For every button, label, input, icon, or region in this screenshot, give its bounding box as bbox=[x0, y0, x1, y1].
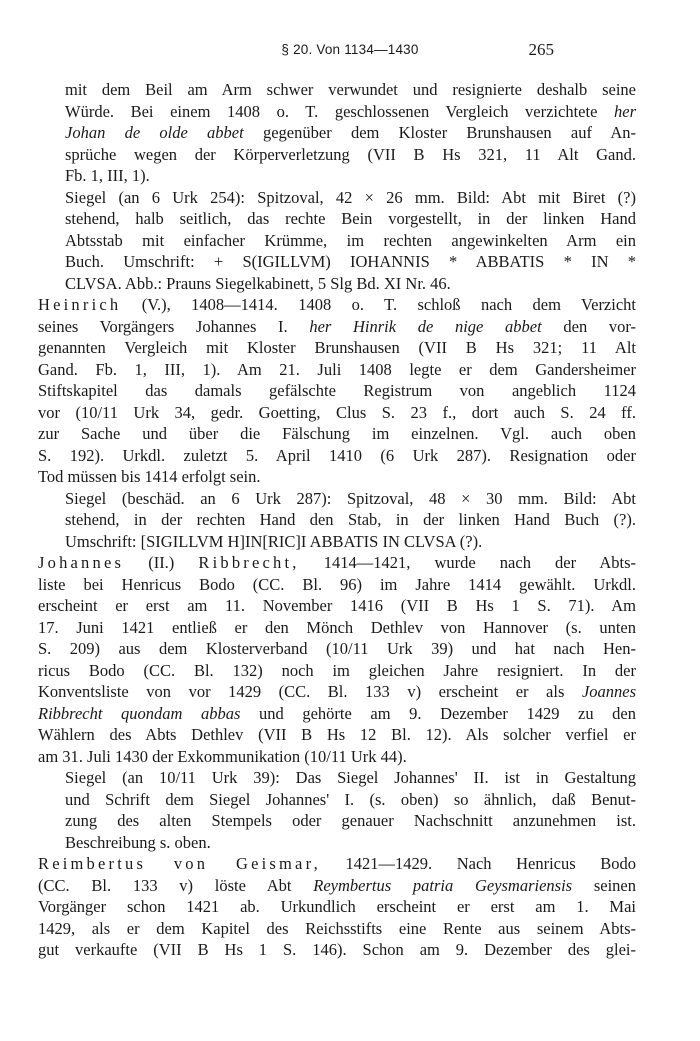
text-line: Stiftskapitel das damals gefälschte Registrum von angeblich 1124 bbox=[38, 381, 636, 400]
text-line: stehend, in der rechten Hand den Stab, in der linken Hand Buch (?). bbox=[65, 510, 636, 529]
entry-heinrich bbox=[38, 294, 636, 488]
paragraph-seal-johannes-ii bbox=[38, 767, 636, 853]
text-line: Siegel (beschäd. an 6 Urk 287): Spitzoval, 48 × 30 mm. Bild: Abt bbox=[65, 488, 636, 508]
text-line: Heinrich (V.), 1408—1414. 1408 o. T. schloß nach dem Verzicht bbox=[38, 295, 636, 314]
text-line: sprüche wegen der Körperverletzung (VII B Hs 321, 11 Alt Gand. bbox=[65, 144, 636, 164]
page-header bbox=[0, 38, 700, 62]
text-line: Ribbrecht quondam abbas und gehörte am 9. Dezember 1429 zu den bbox=[38, 703, 637, 723]
text-line: stehend, halb seitlich, das rechte Bein vorgestellt, in der linken Hand bbox=[65, 209, 636, 228]
text-line: Abtsstab mit einfacher Krümme, im rechten angewinkelten Arm ein bbox=[65, 230, 636, 250]
text-line: Johan de olde abbet gegenüber dem Kloster Brunshausen auf An- bbox=[65, 123, 636, 142]
text-line: zur Sache und über die Fälschung im einzelnen. Vgl. auch oben bbox=[38, 424, 636, 443]
text-line: mit dem Beil am Arm schwer verwundet und resignierte deshalb seine bbox=[65, 80, 636, 99]
text-line: Reimbertus von Geismar, 1421—1429. Nach Henricus Bodo bbox=[38, 854, 636, 873]
entry-reimbertus bbox=[38, 853, 636, 961]
text-line: Johannes (II.) Ribbrecht, 1414—1421, wurde nach der Abts- bbox=[38, 553, 636, 572]
text-line: S. 192). Urkdl. zuletzt 5. April 1410 (6 Urk 287). Resignation oder bbox=[38, 445, 636, 465]
text-line: zung des alten Stempels oder genauer Nachschnitt anzunehmen ist. bbox=[65, 811, 636, 830]
abbot-name: Reimbertus von Geismar, bbox=[38, 854, 321, 873]
text-line: S. 209) aus dem Klosterverband (10/11 Urk 39) und hat nach Hen- bbox=[38, 639, 636, 658]
text-line: 17. Juni 1421 entließ er den Mönch Dethlev von Hannover (s. unten bbox=[38, 617, 636, 637]
text-line: (CC. Bl. 133 v) löste Abt Reymbertus patria Geysmariensis seinen bbox=[38, 875, 636, 895]
text-line: gut verkaufte (VII B Hs 1 S. 146). Schon am 9. Dezember des glei- bbox=[38, 940, 636, 959]
text-line: Konventsliste von vor 1429 (CC. Bl. 133 v) erscheint er als Joannes bbox=[38, 682, 637, 701]
text-line: Umschrift: [SIGILLVM H]IN[RIC]I ABBATIS IN CLVSA (?). bbox=[65, 531, 483, 551]
text-line: liste bei Henricus Bodo (CC. Bl. 96) im Jahre 1414 gewählt. Urkdl. bbox=[38, 574, 636, 594]
text-line: genannten Vergleich mit Kloster Brunshausen (VII B Hs 321; 11 Alt bbox=[38, 338, 636, 357]
entry-johannes-ii bbox=[38, 552, 636, 767]
running-title: § 20. Von 1134—1430 bbox=[281, 42, 419, 57]
text-line: Würde. Bei einem 1408 o. T. geschlossenen Vergleich verzichtete her bbox=[65, 101, 636, 121]
text-line: vor (10/11 Urk 34, gedr. Goetting, Clus S. 23 f., dort auch S. 24 ff. bbox=[38, 402, 636, 422]
text-line: ricus Bodo (CC. Bl. 132) noch im gleichen Jahre resigniert. In der bbox=[38, 660, 636, 680]
text-line: Gand. Fb. 1, III, 1). Am 21. Juli 1408 legte er dem Gandersheimer bbox=[38, 359, 636, 379]
paragraph-seal-johannes-i bbox=[38, 187, 636, 295]
text-line: Vorgänger schon 1421 ab. Urkundlich erscheint er erst am 1. Mai bbox=[38, 897, 636, 916]
abbot-name: Johannes bbox=[38, 553, 125, 572]
text-line: am 31. Juli 1430 der Exkommunikation (10/11 Urk 44). bbox=[38, 746, 407, 766]
abbot-name: Heinrich bbox=[38, 295, 122, 314]
paragraph-johannes-i-end bbox=[38, 79, 636, 187]
text-line: Buch. Umschrift: + S(IGILLVM) IOHANNIS * ABBATIS * IN * bbox=[65, 252, 636, 271]
text-line: erscheint er erst am 11. November 1416 (VII B Hs 1 S. 71). Am bbox=[38, 596, 636, 615]
text-line: 1429, als er dem Kapitel des Reichsstifts eine Rente aus seinem Abts- bbox=[38, 918, 636, 938]
text-line: Siegel (an 10/11 Urk 39): Das Siegel Johannes' II. ist in Gestaltung bbox=[65, 768, 636, 787]
page-number: 265 bbox=[528, 40, 554, 59]
text-line: CLVSA. Abb.: Prauns Siegelkabinett, 5 Slg Bd. XI Nr. 46. bbox=[65, 273, 451, 293]
main-text bbox=[38, 79, 636, 961]
text-line: Beschreibung s. oben. bbox=[65, 832, 211, 852]
text-line: und Schrift dem Siegel Johannes' I. (s. oben) so ähnlich, daß Benut- bbox=[65, 789, 636, 809]
text-line: seines Vorgängers Johannes I. her Hinrik de nige abbet den vor- bbox=[38, 316, 637, 336]
text-line: Fb. 1, III, 1). bbox=[65, 166, 150, 185]
abbot-surname: Ribbrecht, bbox=[198, 553, 300, 572]
text-line: Tod müssen bis 1414 erfolgt sein. bbox=[38, 467, 261, 486]
text-line: Siegel (an 6 Urk 254): Spitzoval, 42 × 26 mm. Bild: Abt mit Biret (?) bbox=[65, 187, 636, 207]
text-line: Wählern des Abts Dethlev (VII B Hs 12 Bl. 12). Als solcher verfiel er bbox=[38, 725, 636, 744]
paragraph-seal-heinrich bbox=[38, 488, 636, 553]
